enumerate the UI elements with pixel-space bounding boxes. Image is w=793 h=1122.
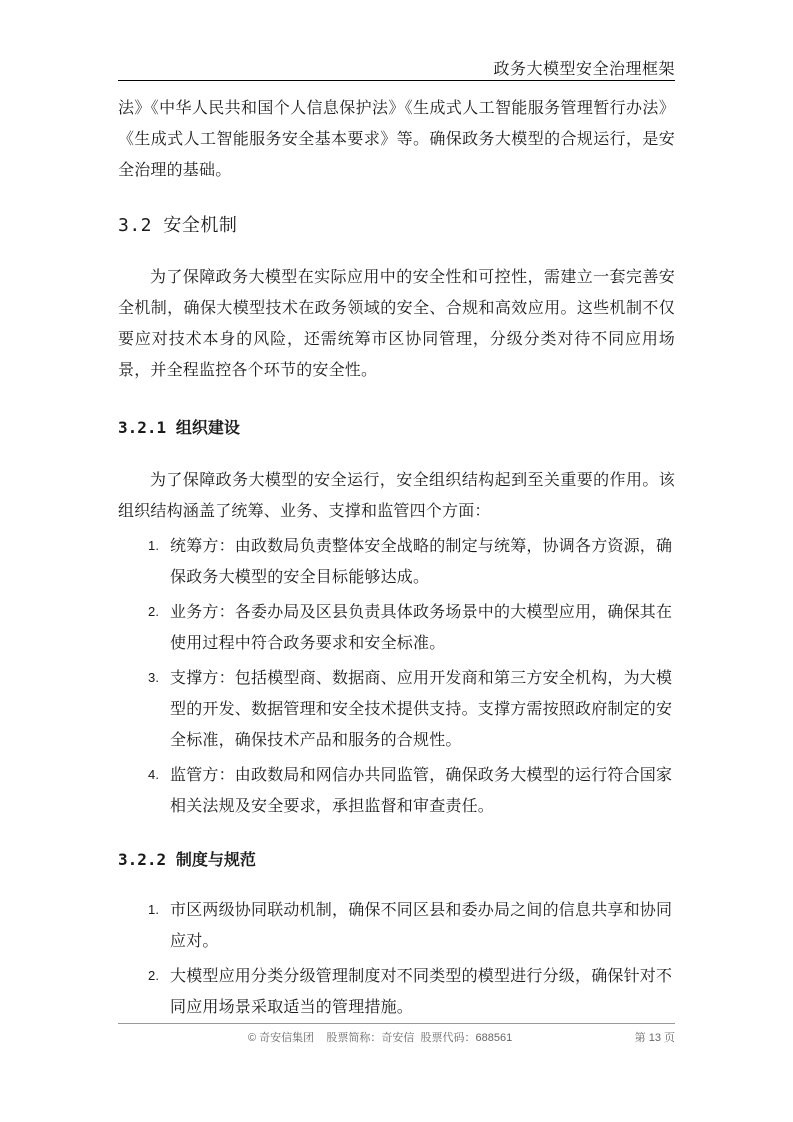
list-item	[118, 759, 675, 821]
subsection-title: 制度与规范	[175, 850, 256, 869]
list-item-text: 监管方：由政数局和网信办共同监管，确保政务大模型的运行符合国家相关法规及安全要求，承担监督和审查责任。	[170, 765, 673, 815]
list-item-number: 2.	[148, 604, 160, 619]
footer-copyright: © 奇安信集团 股票简称：奇安信 股票代码：688561	[248, 1032, 513, 1044]
document-body	[118, 92, 675, 1026]
footer-page-number: 第 13 页	[634, 1032, 675, 1044]
list-item	[118, 894, 675, 956]
list-item-number: 1.	[148, 902, 160, 917]
policy-list	[118, 894, 675, 1022]
list-item-number: 4.	[148, 767, 160, 782]
list-item-text: 市区两级协同联动机制，确保不同区县和委办局之间的信息共享和协同应对。	[170, 900, 673, 950]
section-title: 安全机制	[163, 215, 238, 236]
list-item-text: 大模型应用分类分级管理制度对不同类型的模型进行分级，确保针对不同应用场景采取适当的管理措施。	[170, 966, 673, 1016]
subsection-number: 3.2.2	[118, 850, 167, 869]
section-heading-3-2-1	[118, 415, 675, 438]
section-3-2-1-paragraph: 为了保障政务大模型的安全运行，安全组织结构起到至关重要的作用。该组织结构涵盖了统筹、业务、支撑和监管四个方面：	[118, 470, 675, 520]
footer-divider	[118, 1023, 675, 1024]
list-item-number: 2.	[148, 968, 160, 983]
section-3-2-paragraph: 为了保障政务大模型在实际应用中的安全性和可控性，需建立一套完善安全机制，确保大模型技术在政务领域的安全、合规和高效应用。这些机制不仅要应对技术本身的风险，还需统筹市区协同管理，分级分类对待不同应用场景，并全程监控各个环节的安全性。	[118, 267, 675, 379]
list-item	[118, 662, 675, 755]
list-item-text: 业务方：各委办局及区县负责具体政务场景中的大模型应用，确保其在使用过程中符合政务要求和安全标准。	[170, 602, 673, 652]
list-item-text: 支撑方：包括模型商、数据商、应用开发商和第三方安全机构，为大模型的开发、数据管理和安全技术提供支持。支撑方需按照政府制定的安全标准，确保技术产品和服务的合规性。	[170, 668, 673, 749]
list-item-text: 统筹方：由政数局负责整体安全战略的制定与统筹，协调各方资源，确保政务大模型的安全目标能够达成。	[170, 536, 673, 586]
intro-paragraph: 法》《中华人民共和国个人信息保护法》《生成式人工智能服务管理暂行办法》《生成式人工智能服务安全基本要求》等。确保政务大模型的合规运行，是安全治理的基础。	[118, 98, 675, 179]
subsection-title: 组织建设	[175, 418, 240, 437]
header-divider	[118, 80, 675, 81]
org-structure-list	[118, 530, 675, 821]
list-item-number: 1.	[148, 538, 160, 553]
list-item	[118, 530, 675, 592]
section-number: 3.2	[118, 215, 153, 236]
page-header-title: 政务大模型安全治理框架	[493, 59, 675, 78]
list-item	[118, 960, 675, 1022]
list-item-number: 3.	[148, 670, 160, 685]
list-item	[118, 596, 675, 658]
section-heading-3-2-2	[118, 847, 675, 870]
subsection-number: 3.2.1	[118, 418, 167, 437]
section-heading-3-2	[118, 211, 675, 237]
